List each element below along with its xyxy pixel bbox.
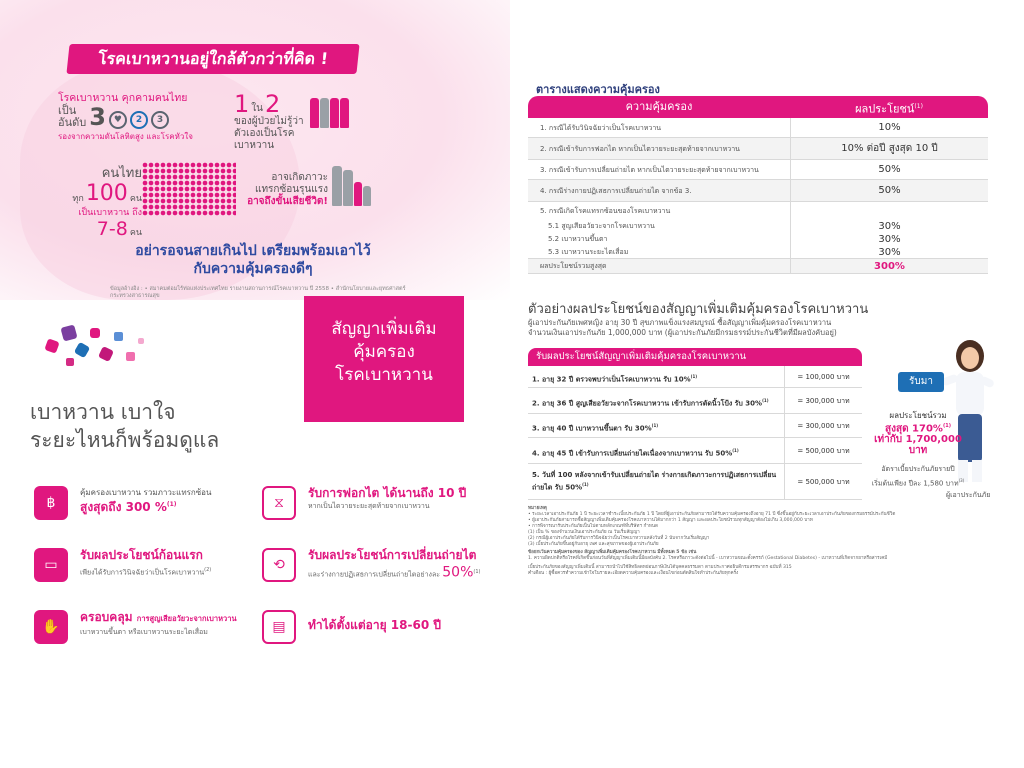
coverage-row4-label: 4. กรณีร่างกายปฏิเสธการเปลี่ยนถ่ายไต จากข้อ 3. xyxy=(540,187,692,195)
stat-unaware-mid: ใน xyxy=(251,103,263,114)
feature-dialysis-title: รับการฟอกไต ได้นานถึง 10 ปี xyxy=(308,486,467,500)
table-row xyxy=(528,366,862,388)
benefit-row2-label: 2. อายุ 36 ปี สูญเสียอวัยวะจากโรคเบาหวาน เข้ารับการตัดนิ้วโป้ง รับ 30% xyxy=(532,399,763,408)
received-sup: (1) xyxy=(942,423,952,429)
stat-prevalence-num: 100 xyxy=(85,181,128,206)
premium-line1: อัตราเบี้ยประกันภัยรายปี xyxy=(881,465,955,474)
stat-ranking xyxy=(58,92,228,143)
received-line2-wrap xyxy=(868,421,968,434)
note-line: (2) กรณีผู้เอาประกันภัยได้รับการวินิจฉัยว่าเป็นโรคเบาหวานหลังวันที่ 2 นับจากวันเริ่มสัญญา xyxy=(528,536,710,541)
product-name-line1: สัญญาเพิ่มเติม xyxy=(331,319,437,339)
stat-ranking-line4: รองจากความดันโลหิตสูง และโรคหัวใจ xyxy=(58,132,193,141)
slogan-line1: เบาหวาน เบาใจ xyxy=(30,400,176,424)
table-row xyxy=(528,138,988,160)
footnotes xyxy=(528,506,990,577)
table-row xyxy=(528,118,988,138)
transfer-icon: ⟲ xyxy=(262,548,296,582)
coverage-row5-label: 5. กรณีเกิดโรคแทรกซ้อนของโรคเบาหวาน xyxy=(540,207,671,215)
feature-organ-loss-title2: การสูญเสียอวัยวะจากเบาหวาน xyxy=(136,614,237,623)
coverage-row1-value: 10% xyxy=(790,118,988,137)
feature-transplant-title: รับผลประโยชน์การเปลี่ยนถ่ายไต xyxy=(308,548,477,562)
feature-first-benefit-sub-wrap xyxy=(80,566,211,577)
received-line2: สูงสุด 170% xyxy=(884,423,943,435)
population-grid-icon xyxy=(142,162,236,216)
feature-organ-loss-title: ครอบคลุม xyxy=(80,610,133,624)
stat-ranking-line2: เป็น xyxy=(58,104,77,117)
feature-transplant xyxy=(262,548,508,592)
benefit-row5-label-wrap xyxy=(528,470,784,492)
benefit-row4-sup: (1) xyxy=(732,448,739,453)
benefit-row1-value: = 100,000 บาท xyxy=(784,366,862,387)
example-title: ตัวอย่างผลประโยชน์ของสัญญาเพิ่มเติมคุ้มครองโรคเบาหวาน xyxy=(528,302,869,317)
received-summary xyxy=(868,410,968,490)
benefit-row3-label: 3. อายุ 40 ปี เบาหวานขึ้นตา รับ 30% xyxy=(532,424,652,433)
stat-prevalence-pre: คนไทย xyxy=(101,166,142,181)
note-line: • การพิจารณารับประกันภัยเป็นไปตามหลักเกณฑ์ที่บริษัทฯ กำหนด xyxy=(528,524,658,529)
coverage-row3-label: 3. กรณีเข้ารับการเปลี่ยนถ่ายไต หากเป็นไตวายระยะสุดท้ายจากเบาหวาน xyxy=(540,166,759,174)
note-line: ข้อยกเว้นความคุ้มครองของ สัญญาเพิ่มเติมคุ้มครองโรคเบาหวาน มีทั้งหมด 5 ข้อ เช่น xyxy=(528,550,697,555)
feature-transplant-sub: และร่างกายปฏิเสธการเปลี่ยนถ่ายไตอย่างละ xyxy=(308,570,441,579)
received-line3: เท่ากับ 1,700,000 บาท xyxy=(874,434,962,457)
hand-icon: ✋ xyxy=(34,610,68,644)
coverage-row53-label: 5.3 เบาหวานระยะไตเสื่อม xyxy=(548,248,629,256)
stat-ranking-number: 3 xyxy=(89,103,106,131)
heart-organ-icon: ♥ xyxy=(109,111,127,129)
table-row xyxy=(528,246,988,259)
kidney-icon: ⧖ xyxy=(262,486,296,520)
stat-complications-text2: แทรกซ้อนรุนแรง xyxy=(255,184,328,195)
stat-unaware xyxy=(234,92,414,152)
coverage-table-title: ตารางแสดงความคุ้มครอง xyxy=(536,83,660,96)
stat-prevalence-range: 7-8 xyxy=(96,218,128,240)
feature-organ-loss xyxy=(34,610,274,654)
coverage-row51-value: 30% xyxy=(790,220,988,233)
slogan-line2: ระยะไหนก็พร้อมดูแล xyxy=(30,428,220,452)
benefit-row4-label: 4. อายุ 45 ปี เข้ารับการเปลี่ยนถ่ายไตเนื่องจากเบาหวาน รับ 50% xyxy=(532,449,733,458)
note-line: คำเตือน : ผู้ซื้อควรทำความเข้าใจในรายละเอียดความคุ้มครองและเงื่อนไขก่อนตัดสินใจทำประกันภัยทุกครั้ง xyxy=(528,571,739,576)
table-row xyxy=(528,180,988,202)
blood-pressure-icon: 2 xyxy=(130,111,148,129)
feature-first-benefit xyxy=(34,548,274,592)
stat-ranking-line1: โรคเบาหวาน คุกคามคนไทย xyxy=(58,92,188,104)
feature-transplant-sub-wrap xyxy=(308,564,481,581)
benefit-row1-label: 1. อายุ 32 ปี ตรวจพบว่าเป็นโรคเบาหวาน รับ 10% xyxy=(532,375,691,384)
benefit-row4-value: = 500,000 บาท xyxy=(784,438,862,463)
coverage-col2: ผลประโยชน์ xyxy=(855,102,915,116)
feature-organ-loss-sub: เบาหวานขึ้นตา หรือเบาหวานระยะไตเสื่อม xyxy=(80,628,208,636)
feature-coverage-sup: (1) xyxy=(166,501,177,508)
premium-line2-wrap xyxy=(868,475,968,489)
received-badge: รับมา xyxy=(898,372,944,392)
note-line: (1) เป็น % ของจำนวนเงินเอาประกันภัย ณ วันเริ่มสัญญา xyxy=(528,530,640,535)
stat-prevalence-mid: เป็นเบาหวาน ถึง xyxy=(78,208,142,218)
feature-organ-loss-title-wrap xyxy=(80,610,237,626)
slogan xyxy=(30,398,219,454)
stat-unaware-num1: 1 xyxy=(234,90,250,118)
table-row xyxy=(528,388,862,414)
coverage-row3-value: 50% xyxy=(790,160,988,179)
feature-first-benefit-sup: (2) xyxy=(204,567,212,573)
benefit-table xyxy=(528,366,862,500)
decorative-dots xyxy=(42,318,162,378)
stat-complications xyxy=(228,172,328,208)
benefit-row2-sup: (1) xyxy=(762,398,769,403)
coverage-row51-label: 5.1 สูญเสียอวัยวะจากโรคเบาหวาน xyxy=(548,222,655,230)
coverage-col1: ความคุ้มครอง xyxy=(625,100,693,113)
coverage-col2-sup: (1) xyxy=(914,103,923,110)
benefit-row3-sup: (1) xyxy=(651,423,659,428)
feature-dialysis xyxy=(262,486,502,530)
example-subtitle xyxy=(528,318,898,338)
diabetes-icon: 3 xyxy=(151,111,169,129)
table-row xyxy=(528,202,988,220)
table-row xyxy=(528,438,862,464)
stat-prevalence-unit: คน xyxy=(129,194,142,204)
stat-prevalence-unit2: คน xyxy=(129,228,142,238)
benefit-row1-sup: (1) xyxy=(690,374,698,379)
coverage-row53-value: 30% xyxy=(790,246,988,258)
premium-sup: (3) xyxy=(958,478,965,484)
reference-note: ข้อมูลอ้างอิง : • สมาคมต่อมไร้ท่อแห่งประเทศไทย รายงานสถานการณ์โรคเบาหวาน ปี 2558 • สำนักนโยบายและยุทธศาสตร์ กระทรวงสาธารณสุข xyxy=(110,286,406,299)
feature-age-title: ทำได้ตั้งแต่อายุ 18-60 ปี xyxy=(308,618,441,632)
feature-first-benefit-sub: เพียงได้รับการวินิจฉัยว่าเป็นโรคเบาหวาน xyxy=(80,568,205,577)
coverage-row1-label: 1. กรณีได้รับวินิจฉัยว่าเป็นโรคเบาหวาน xyxy=(540,124,662,132)
table-row xyxy=(528,160,988,180)
benefit-row5-sup: (1) xyxy=(582,482,589,488)
person-label: ผู้เอาประกันภัย xyxy=(946,491,991,499)
coverage-total-value: 300% xyxy=(790,259,988,273)
received-line1: ผลประโยชน์รวม xyxy=(889,411,947,420)
stat-complications-text1: อาจเกิดภาวะ xyxy=(271,172,328,183)
table-row xyxy=(528,233,988,246)
premium-line2: เริ่มต้นเพียง ปีละ 1,580 บาท xyxy=(871,479,959,488)
table-row xyxy=(528,464,862,500)
table-row xyxy=(528,259,988,274)
feature-dialysis-sub: หากเป็นไตวายระยะสุดท้ายจากเบาหวาน xyxy=(308,502,430,510)
coverage-table-header xyxy=(528,96,988,118)
stat-prevalence xyxy=(50,162,142,239)
stat-unaware-num2: 2 xyxy=(265,90,281,118)
benefit-table-header: รับผลประโยชน์สัญญาเพิ่มเติมคุ้มครองโรคเบาหวาน xyxy=(528,348,862,366)
headline-line2: กับความคุ้มครองดีๆ xyxy=(193,261,313,277)
feature-coverage-highlight-wrap xyxy=(80,498,177,514)
benefit-row3-label-wrap xyxy=(528,414,784,437)
coverage-row52-value: 30% xyxy=(790,233,988,246)
coverage-table xyxy=(528,96,988,274)
coverage-row5-value xyxy=(790,202,988,220)
coverage-row2-label: 2. กรณีเข้ารับการฟอกไต หากเป็นไตวายระยะสุดท้ายจากเบาหวาน xyxy=(540,145,740,153)
benefit-row2-label-wrap xyxy=(528,388,784,413)
note-line: • ระยะเวลาเอาประกันภัย 1 ปี ระยะเวลาชำระเบี้ยประกันภัย 1 ปี โดยที่ผู้เอาประกันภัยสามารถได้รับความคุ้มครองถึงอายุ 71 ปี ซึ่งขึ้นอยู่กับระยะเวลาเอาประกันภัยของกรมธรรม์ประกันชีวิต xyxy=(528,512,896,517)
notes-title: หมายเหตุ xyxy=(528,506,547,511)
benefit-row1-label-wrap xyxy=(528,366,784,387)
coverage-row4-value: 50% xyxy=(790,180,988,201)
headline-line1: อย่ารอจนสายเกินไป เตรียมพร้อมเอาไว้ xyxy=(135,243,371,259)
example-sub-line1: ผู้เอาประกันภัยเพศหญิง อายุ 30 ปี สุขภาพแข็งแรงสมบูรณ์ ซื้อสัญญาเพิ่มคุ้มครองโรคเบาหวาน xyxy=(528,318,832,327)
example-sub-line2: จำนวนเงินเอาประกันภัย 1,000,000 บาท (ผู้เอาประกันภัยมีกรมธรรม์ประกันชีวิตที่มีผลบังคับอยู่) xyxy=(528,328,837,337)
benefit-row2-value: = 300,000 บาท xyxy=(784,388,862,413)
product-name-line2: คุ้มครอง xyxy=(353,342,415,362)
stat-complications-text3: อาจถึงขั้นเสียชีวิต! xyxy=(247,196,328,207)
feature-coverage xyxy=(34,486,274,530)
feature-transplant-highlight: 50% xyxy=(442,564,474,581)
document-icon: ▤ xyxy=(262,610,296,644)
note-line: • ผู้เอาประกันภัยสามารถซื้อสัญญาเพิ่มเติมคุ้มครองโรคเบาหวานได้มากกว่า 1 สัญญา และผลประโยชน์รวมทุกสัญญาต้องไม่เกิน 3,000,000 บาท xyxy=(528,518,813,523)
stat-prevalence-every: ทุก xyxy=(72,194,84,204)
coverage-row2-value: 10% ต่อปี สูงสุด 10 ปี xyxy=(790,138,988,159)
coverage-row52-label: 5.2 เบาหวานขึ้นตา xyxy=(548,235,608,243)
stat-unaware-text: ของผู้ป่วยไม่รู้ว่าตัวเองเป็นโรคเบาหวาน xyxy=(234,116,304,151)
product-name-line3: โรคเบาหวาน xyxy=(335,365,433,385)
note-line: 1. ความผิดปกติหรือโรคที่เกิดขึ้นก่อนวันที่สัญญาเพิ่มเติมนี้มีผลบังคับ 2. โรคหรือภาวะดังต่อไปนี้ - เบาหวานขณะตั้งครรภ์ (Gestational Diabetes) - เบาหวานที่เกิดจากยาหรือสารเคมี xyxy=(528,556,888,561)
benefit-row5-label: 5. วันที่ 100 หลังจากเข้ารับเปลี่ยนถ่ายไต ร่างกายเกิดภาวะการปฏิเสธการเปลี่ยนถ่ายไต รับ 50% xyxy=(532,471,777,492)
stat-ranking-line3: อันดับ xyxy=(58,116,87,129)
people-icons xyxy=(310,92,350,132)
benefit-row5-value: = 500,000 บาท xyxy=(784,464,862,500)
coin-icon: ฿ xyxy=(34,486,68,520)
table-row xyxy=(528,220,988,233)
coverage-total-label: ผลประโยชน์รวมสูงสุด xyxy=(540,262,607,270)
feature-transplant-sup: (1) xyxy=(473,569,481,575)
headline-banner: โรคเบาหวานอยู่ใกล้ตัวกว่าที่คิด ! xyxy=(66,44,359,74)
feature-coverage-title: คุ้มครองเบาหวาน รวมภาวะแทรกซ้อน xyxy=(80,488,212,497)
feature-first-benefit-title: รับผลประโยชน์ก้อนแรก xyxy=(80,548,203,562)
call-to-action-headline xyxy=(98,242,408,278)
product-name-box xyxy=(304,296,464,422)
feature-coverage-highlight: สูงสุดถึง 300 % xyxy=(80,500,167,514)
cash-icon: ▭ xyxy=(34,548,68,582)
table-row xyxy=(528,414,862,438)
feature-age xyxy=(262,610,502,654)
benefit-row3-value: = 300,000 บาท xyxy=(784,414,862,437)
benefit-row4-label-wrap xyxy=(528,438,784,463)
note-line: (3) เบี้ยประกันภัยขึ้นอยู่กับอายุ เพศ และสุขภาพของผู้เอาประกันภัย xyxy=(528,542,659,547)
note-line: เบี้ยประกันภัยของสัญญาเพิ่มเติมนี้ สามารถนำไปใช้สิทธิลดหย่อนภาษีเงินได้บุคคลธรรมดา ตามประกาศอธิบดีกรมสรรพากร ฉบับที่ 315 xyxy=(528,565,792,570)
coverage-col2-wrap xyxy=(790,96,988,118)
family-icons xyxy=(332,166,372,210)
